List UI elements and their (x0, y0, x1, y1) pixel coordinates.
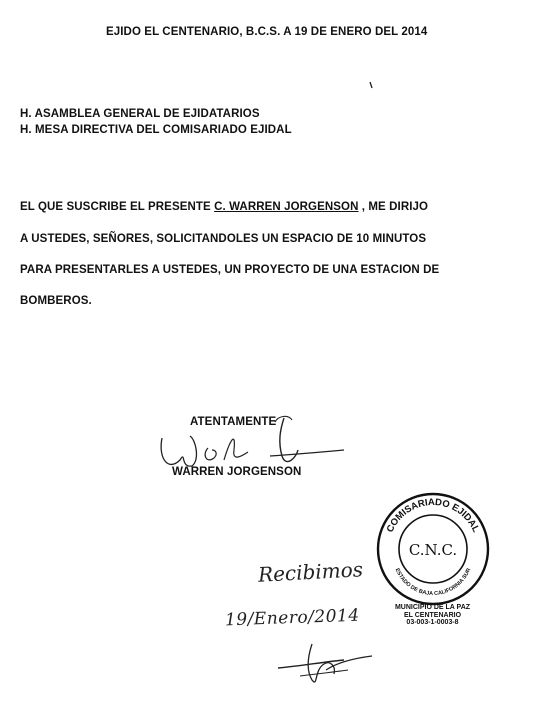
received-handwritten: Recibimos (257, 557, 364, 587)
seal-center-text: C.N.C. (408, 541, 458, 559)
recipient-assembly: H. ASAMBLEA GENERAL DE EJIDATARIOS (20, 108, 260, 120)
seal-footer (380, 604, 485, 627)
body-line-1-end: , ME DIRIJO (358, 201, 429, 213)
signer-name: WARREN JORGENSON (172, 466, 302, 478)
seal-ring-text: COMISARIADO EJIDAL (384, 496, 482, 535)
received-date-handwritten: 19/Enero/2014 (224, 605, 360, 631)
seal-footer-line: MUNICIPIO DE LA PAZ (394, 604, 471, 611)
seal-ring-bottom-text: ESTADO DE BAJA CALIFORNIA SUR (393, 567, 473, 598)
body-line-2: A USTEDES, SEÑORES, SOLICITANDOLES UN ESPACIO DE 10 MINUTOS (20, 233, 427, 245)
seal-footer-line: 03-003-1-0003-8 (406, 619, 459, 626)
closing-word: ATENTAMENTE (190, 416, 277, 428)
seal-footer-line: EL CENTENARIO (403, 611, 462, 619)
body-line-1-start: EL QUE SUSCRIBE EL PRESENTE (20, 201, 215, 213)
date-line: EJIDO EL CENTENARIO, B.C.S. A 19 DE ENERO DEL 2014 (106, 26, 428, 38)
recipient-board: H. MESA DIRECTIVA DEL COMISARIADO EJIDAL (20, 124, 292, 136)
signer-name-underlined: C. WARREN JORGENSON (214, 201, 359, 213)
signature-scribble (150, 410, 350, 480)
body-line-4: BOMBEROS. (20, 295, 92, 307)
stray-mark (369, 81, 375, 89)
ejido-seal (373, 489, 493, 609)
body-line-1 (20, 201, 428, 213)
body-line-3: PARA PRESENTARLES A USTEDES, UN PROYECTO DE UNA ESTACION DE (20, 264, 440, 276)
receipt-signature-scribble (272, 640, 382, 695)
